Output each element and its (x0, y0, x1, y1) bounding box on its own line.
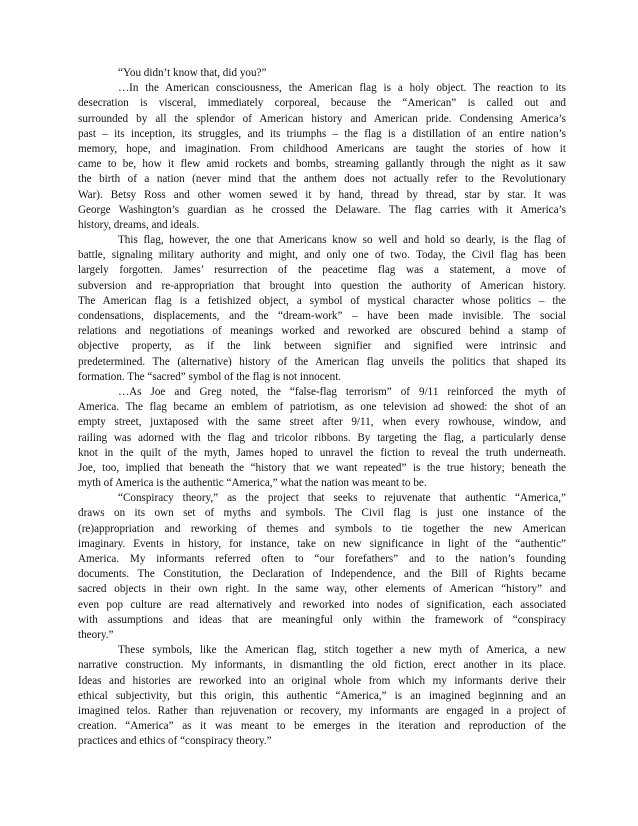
text-line: past – its inception, its struggles, and its triumphs – the flag is a distillation of an entire nation’s (78, 127, 566, 140)
text-line: imaginary. Events in history, for instance, take on new significance in light of the “authentic” (78, 537, 566, 550)
text-line: objective property, as if the link between signifier and signified were intrinsic and (78, 340, 566, 353)
text-line: with assumptions and ideas that are meaningful only within the framework of “conspiracy (78, 613, 566, 626)
text-line: America. My informants referred often to “our forefathers” and to the nation’s founding (78, 553, 566, 565)
text-line: memory, hope, and imagination. From childhood Americans are taught the stories of how it (78, 142, 566, 155)
paragraph-p5 (78, 491, 566, 643)
text-line: the birth of a nation (never mind that the anthem does not actually refer to the Revolutionary (78, 173, 566, 186)
paragraph-p1 (78, 66, 566, 81)
text-line: “Conspiracy theory,” as the project that seeks to rejuvenate that authentic “America,” (118, 492, 566, 505)
text-line: desecration is visceral, immediately corporeal, because the “American” is called out and (78, 97, 566, 110)
text-line: creation. “America” as it was meant to be emerges in the iteration and reproduction of the (78, 720, 566, 733)
text-line: draws on its own set of myths and symbols. The Civil flag is just one instance of the (78, 507, 566, 520)
text-line: formation. The “sacred” symbol of the flag is not innocent. (78, 370, 342, 383)
text-line: knot in the quilt of the myth, James hoped to unravel the fiction to reveal the truth underneath. (78, 446, 566, 459)
text-line: subversion and re-appropriation that brought into question the authority of American history. (78, 279, 566, 292)
text-line: These symbols, like the American flag, stitch together a new myth of America, a new (118, 644, 566, 657)
text-line: “You didn’t know that, did you?” (118, 67, 267, 79)
text-line: ethical subjectivity, but this origin, this authentic “America,” is an imagined beginning and an (78, 689, 566, 702)
text-line: documents. The Constitution, the Declaration of Independence, and the Bill of Rights became (78, 568, 566, 581)
text-line: largely forgotten. James’ resurrection of the peacetime flag was a statement, a move of (78, 264, 566, 277)
text-line: Ideas and histories are reworked into an original whole from which my informants derive their (78, 674, 566, 687)
text-line: predetermined. The (alternative) history of the American flag unveils the politics that shaped its (78, 355, 566, 368)
text-line: imagined telos. Rather than rejuvenation or recovery, my informants are engaged in a project of (78, 704, 566, 717)
text-line: empty street, juxtaposed with the same street after 9/11, when every rowhouse, window, and (78, 416, 566, 429)
text-line: The American flag is a fetishized object, a symbol of mystical character whose politics – the (78, 294, 566, 307)
text-line: War). Betsy Ross and other women sewed it by hand, thread by thread, star by star. It was (78, 188, 566, 201)
text-line: (re)appropriation and reworking of themes and symbols to tie together the new American (78, 522, 566, 535)
text-line: condensations, displacements, and the “dream-work” – have been made invisible. The social (78, 310, 566, 322)
text-line: even pop culture are read alternatively and reworked into nodes of signification, each associated (78, 598, 566, 611)
paragraph-p3 (78, 233, 566, 385)
text-line: relations and negotiations of meanings worked and reworked are obscured behind a stamp of (78, 325, 566, 338)
text-line: sacred objects in their own right. In the same way, other elements of American “history” and (78, 583, 566, 596)
text-line: history, dreams, and ideals. (78, 218, 200, 231)
text-line: …In the American consciousness, the American flag is a holy object. The reaction to its (118, 82, 566, 95)
text-line: America. The flag became an emblem of patriotism, as one television ad showed: the shot of an (78, 401, 566, 414)
text-line: myth of America is the authentic “America,” what the nation was meant to be. (78, 477, 427, 490)
paragraph-p2 (78, 81, 566, 233)
paragraph-p4 (78, 385, 566, 491)
text-line: railing was adorned with the flag and tricolor ribbons. By targeting the flag, a particularly dense (78, 431, 566, 444)
text-line: George Washington’s guardian as he crossed the Delaware. The flag carries with it America’s (78, 203, 566, 216)
text-line: surrounded by all the splendor of American history and American pride. Condensing America’s (78, 112, 566, 125)
text-line: narrative construction. My informants, in dismantling the old fiction, erect another in its place. (78, 659, 566, 672)
text-line: battle, signaling military authority and might, and only one of two. Today, the Civil flag has been (78, 249, 566, 262)
text-line: This flag, however, the one that Americans know so well and hold so dearly, is the flag of (118, 234, 566, 247)
document-body (78, 66, 566, 749)
text-line: practices and ethics of “conspiracy theory.” (78, 735, 272, 748)
text-line: theory.” (78, 628, 114, 641)
text-line: Joe, too, implied that beneath the “history that we want repeated” is the true history; beneath the (78, 461, 566, 474)
paragraph-p6 (78, 643, 566, 749)
text-line: …As Joe and Greg noted, the “false-flag terrorism” of 9/11 reinforced the myth of (118, 385, 566, 398)
text-line: came to be, how it flew amid rockets and bombs, streaming gallantly through the night as it saw (78, 158, 566, 171)
